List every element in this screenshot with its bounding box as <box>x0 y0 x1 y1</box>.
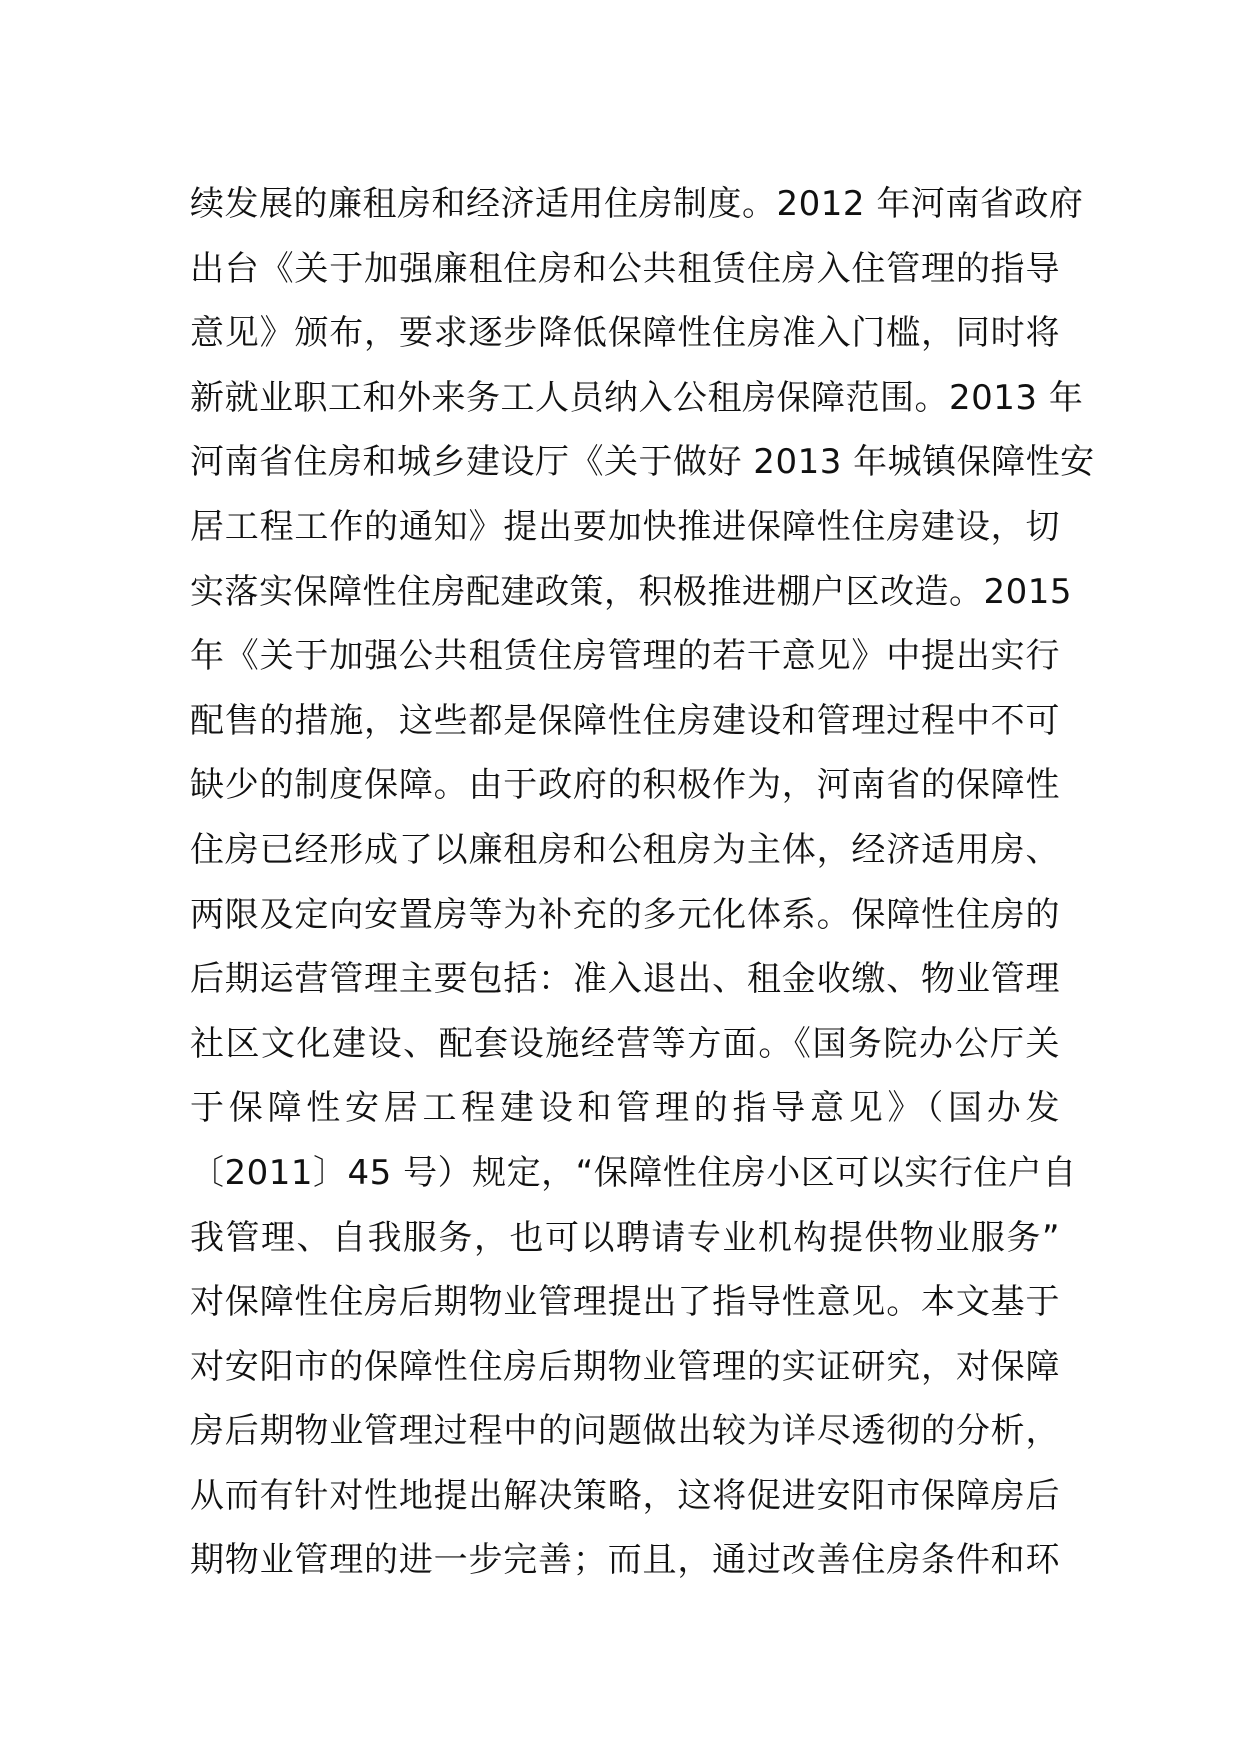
text-line: 〔2011〕45 号）规定，“保障性住房小区可以实行住户自 <box>190 1152 1077 1193</box>
text-line: 住房已经形成了以廉租房和公租房为主体，经济适用房、 <box>190 829 1060 870</box>
text-line: 社区文化建设、配套设施经营等方面。《国务院办公厅关 <box>190 1023 1060 1064</box>
text-line: 实落实保障性住房配建政策，积极推进棚户区改造。2015 <box>190 571 1073 612</box>
text-line: 房后期物业管理过程中的问题做出较为详尽透彻的分析， <box>190 1411 1060 1452</box>
text-line: 缺少的制度保障。由于政府的积极作为，河南省的保障性 <box>190 765 1060 806</box>
text-line: 于保障性安居工程建设和管理的指导意见》（国办发 <box>190 1088 1060 1129</box>
text-line: 从而有针对性地提出解决策略，这将促进安阳市保障房后 <box>190 1475 1060 1516</box>
text-line: 后期运营管理主要包括：准入退出、租金收缴、物业管理 <box>190 959 1060 1000</box>
text-line: 河南省住房和城乡建设厅《关于做好 2013 年城镇保障性安 <box>190 442 1095 483</box>
text-line: 对保障性住房后期物业管理提出了指导性意见。本文基于 <box>190 1282 1060 1323</box>
text-line: 新就业职工和外来务工人员纳入公租房保障范围。2013 年 <box>190 377 1084 418</box>
text-line: 年《关于加强公共租赁住房管理的若干意见》中提出实行 <box>190 636 1060 677</box>
text-line: 意见》颁布，要求逐步降低保障性住房准入门槛，同时将 <box>190 313 1060 354</box>
body-text <box>190 172 1095 1593</box>
text-line: 配售的措施，这些都是保障性住房建设和管理过程中不可 <box>190 700 1060 741</box>
text-line: 续发展的廉租房和经济适用住房制度。2012 年河南省政府 <box>190 184 1084 224</box>
text-line: 期物业管理的进一步完善；而且，通过改善住房条件和环 <box>190 1540 1060 1581</box>
text-line: 对安阳市的保障性住房后期物业管理的实证研究，对保障 <box>190 1346 1060 1387</box>
text-line: 两限及定向安置房等为补充的多元化体系。保障性住房的 <box>190 894 1060 935</box>
text-line: 出台《关于加强廉租住房和公共租赁住房入住管理的指导 <box>190 248 1060 289</box>
text-line: 居工程工作的通知》提出要加快推进保障性住房建设，切 <box>190 506 1060 547</box>
text-line: 我管理、自我服务，也可以聘请专业机构提供物业服务” <box>190 1217 1060 1258</box>
